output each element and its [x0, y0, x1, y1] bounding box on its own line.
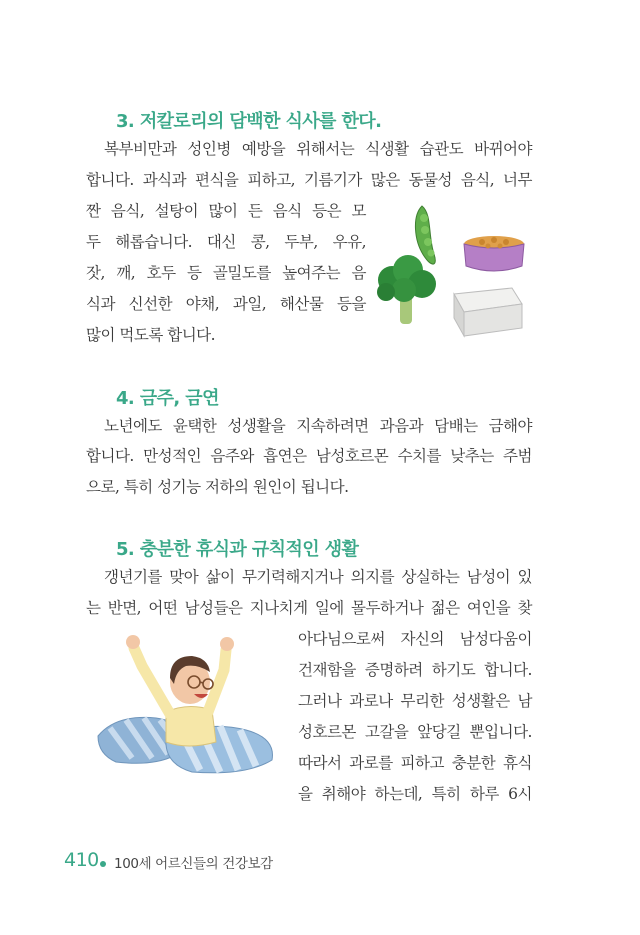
- section-5-heading: 5. 충분한 휴식과 규칙적인 생활: [116, 539, 359, 560]
- man-waking-up-illustration: [96, 626, 286, 778]
- section-3-heading: 3. 저칼로리의 담백한 식사를 한다.: [116, 111, 382, 132]
- section-3-line-4: 두 해롭습니다. 대신 콩, 두부, 우유,: [86, 233, 366, 251]
- section-5-line-2: 는 반면, 어떤 남성들은 지나치게 일에 몰두하거나 젊은 여인을 찾: [86, 599, 532, 617]
- healthy-food-illustration: [372, 196, 544, 346]
- bean-bowl-icon: [464, 236, 524, 271]
- section-4-heading: 4. 금주, 금연: [116, 388, 219, 409]
- section-5-line-8: 을 취해야 하는데, 특히 하루 6시: [298, 785, 532, 803]
- footer-bullet-icon: [100, 861, 106, 867]
- section-5-line-5: 그러나 과로나 무리한 성생활은 남: [298, 692, 532, 710]
- section-3-line-6: 식과 신선한 야채, 과일, 해산물 등을: [86, 295, 366, 313]
- tofu-icon: [454, 288, 522, 336]
- section-3-line-5: 잣, 깨, 호두 등 골밀도를 높여주는 음: [86, 264, 366, 282]
- section-3-line-2: 합니다. 과식과 편식을 피하고, 기름기가 많은 동물성 음식, 너무: [86, 171, 532, 189]
- section-5-line-3: 아다님으로써 자신의 남성다움이: [298, 630, 532, 648]
- broccoli-icon: [377, 255, 436, 324]
- section-3-line-7: 많이 먹도록 합니다.: [86, 326, 216, 344]
- section-3-line-3: 짠 음식, 설탕이 많이 든 음식 등은 모: [86, 202, 366, 220]
- section-5-line-7: 따라서 과로를 피하고 충분한 휴식: [298, 754, 532, 772]
- section-4-line-3: 으로, 특히 성기능 저하의 원인이 됩니다.: [86, 478, 349, 496]
- section-5-line-4: 건재함을 증명하려 하기도 합니다.: [298, 661, 532, 679]
- book-title: 100세 어르신들의 건강보감: [114, 856, 273, 872]
- section-3-line-1: 복부비만과 성인병 예방을 위해서는 식생활 습관도 바뀌어야: [104, 140, 532, 158]
- page-number: 410: [64, 849, 99, 871]
- section-5-line-1: 갱년기를 맞아 삶이 무기력해지거나 의지를 상실하는 남성이 있: [104, 568, 532, 586]
- section-4-line-2: 합니다. 만성적인 음주와 흡연은 남성호르몬 수치를 낮추는 주범: [86, 447, 532, 465]
- section-5-line-6: 성호르몬 고갈을 앞당길 뿐입니다.: [298, 723, 532, 741]
- pea-pod-icon: [415, 206, 435, 264]
- section-4-line-1: 노년에도 윤택한 성생활을 지속하려면 과음과 담배는 금해야: [104, 417, 532, 435]
